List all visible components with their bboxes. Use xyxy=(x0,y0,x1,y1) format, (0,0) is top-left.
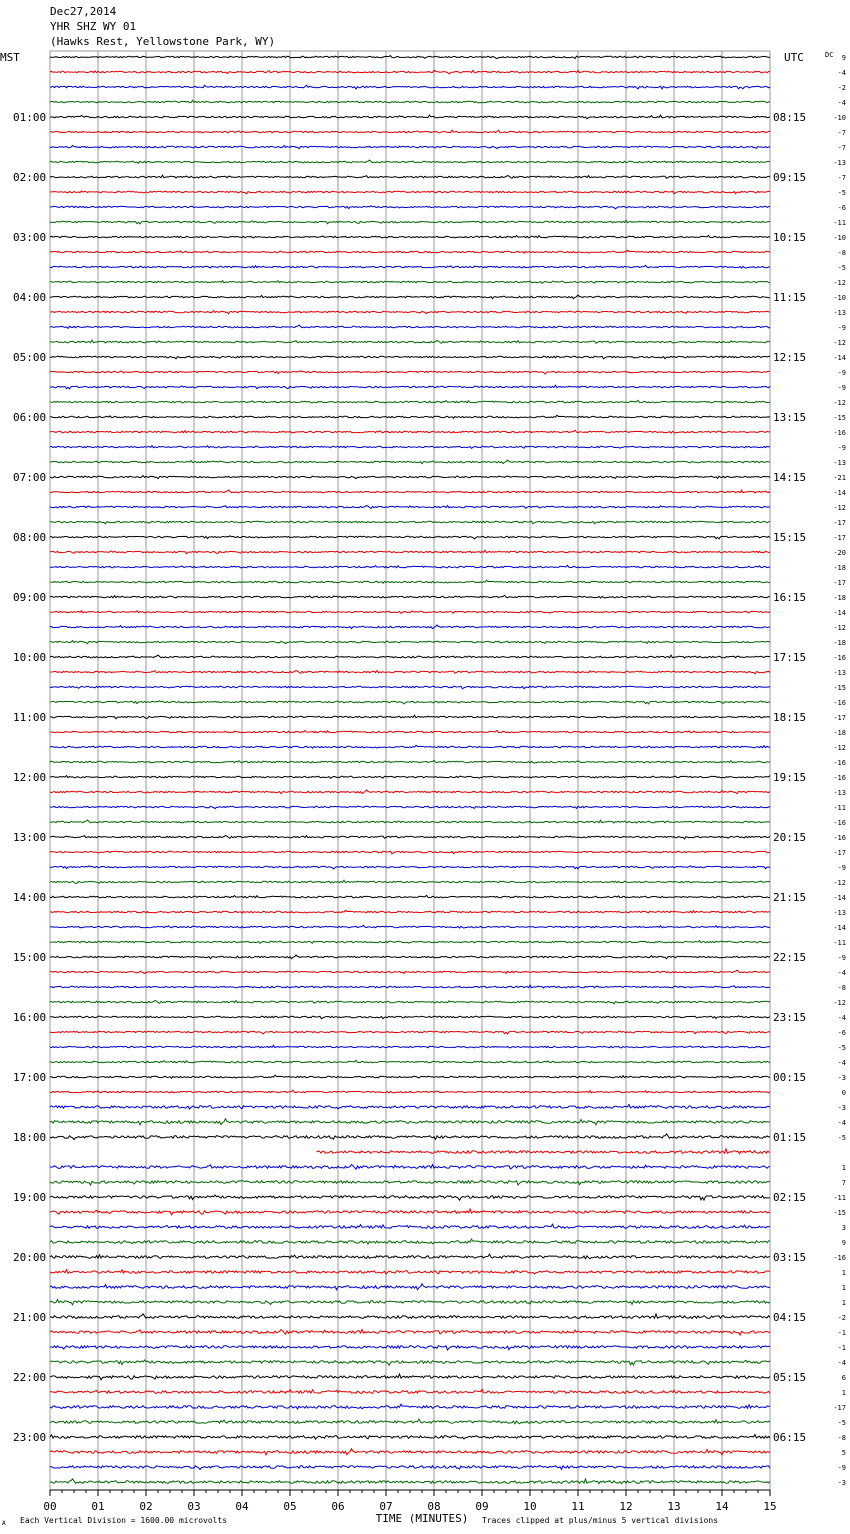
dc-header-label: DC xyxy=(825,51,834,59)
trace-line xyxy=(50,1119,770,1125)
dc-offset-label: -15 xyxy=(833,1209,846,1217)
left-hour-label: 13:00 xyxy=(13,831,47,844)
trace-line xyxy=(50,895,770,898)
trace-line xyxy=(50,670,770,673)
trace-line xyxy=(50,475,770,478)
chart-location: (Hawks Rest, Yellowstone Park, WY) xyxy=(50,35,276,48)
dc-offset-label: -13 xyxy=(833,309,846,317)
dc-offset-label: -11 xyxy=(833,219,846,227)
trace-line xyxy=(50,790,770,794)
x-axis-title: TIME (MINUTES) xyxy=(375,1512,469,1525)
dc-offset-label: -17 xyxy=(833,534,846,542)
trace-line xyxy=(50,1284,770,1290)
right-hour-label: 23:15 xyxy=(773,1011,807,1024)
trace-line xyxy=(50,1075,770,1078)
dc-offset-label: -15 xyxy=(833,414,846,422)
dc-offset-label: -16 xyxy=(833,819,846,827)
dc-offset-label: -17 xyxy=(833,1404,846,1412)
trace-line xyxy=(50,820,770,823)
trace-line xyxy=(50,85,770,89)
trace-line xyxy=(50,371,770,374)
trace-line xyxy=(50,1000,770,1003)
dc-offset-label: -18 xyxy=(833,729,846,737)
left-hour-label: 19:00 xyxy=(13,1191,47,1204)
x-tick-label: 03 xyxy=(187,1500,201,1513)
dc-offset-label: -16 xyxy=(833,699,846,707)
dc-offset-label: -7 xyxy=(837,129,846,137)
trace-line xyxy=(50,1435,770,1440)
dc-offset-label: -2 xyxy=(837,1314,846,1322)
dc-offset-label: -14 xyxy=(833,924,846,932)
trace-line xyxy=(50,206,770,209)
trace-line xyxy=(50,505,770,508)
trace-line xyxy=(50,265,770,268)
left-hour-label: 03:00 xyxy=(13,231,47,244)
right-hour-label: 03:15 xyxy=(773,1251,807,1264)
trace-line xyxy=(50,565,770,568)
trace-line xyxy=(50,1105,770,1110)
dc-offset-label: -18 xyxy=(833,564,846,572)
dc-offset-label: -16 xyxy=(833,654,846,662)
dc-offset-label: -14 xyxy=(833,489,846,497)
left-hour-label: 05:00 xyxy=(13,351,47,364)
dc-offset-label: -4 xyxy=(837,69,846,77)
left-hour-label: 07:00 xyxy=(13,471,47,484)
dc-offset-label: -4 xyxy=(837,1359,846,1367)
dc-offset-label: -7 xyxy=(837,144,846,152)
left-hour-label: 12:00 xyxy=(13,771,47,784)
trace-line xyxy=(50,340,770,343)
trace-line xyxy=(50,295,770,299)
dc-offset-label: -4 xyxy=(837,99,846,107)
x-tick-label: 15 xyxy=(763,1500,777,1513)
right-hour-label: 06:15 xyxy=(773,1431,807,1444)
trace-line xyxy=(50,910,770,913)
dc-offset-label: 9 xyxy=(841,1239,846,1247)
x-tick-label: 01 xyxy=(91,1500,105,1513)
dc-offset-label: 1 xyxy=(841,1269,846,1277)
dc-offset-label: -13 xyxy=(833,459,846,467)
dc-offset-label: -16 xyxy=(833,1254,846,1262)
trace-line xyxy=(50,955,770,959)
trace-line xyxy=(50,806,770,808)
trace-line xyxy=(50,625,770,629)
right-hour-label: 12:15 xyxy=(773,351,807,364)
left-hour-label: 17:00 xyxy=(13,1071,47,1084)
dc-offset-label: -12 xyxy=(833,339,846,347)
dc-offset-label: -18 xyxy=(833,594,846,602)
scale-note: Each Vertical Division = 1600.00 microvolts xyxy=(20,1516,228,1525)
trace-line xyxy=(50,1031,770,1034)
trace-line xyxy=(50,1181,770,1185)
trace-line xyxy=(50,640,770,643)
dc-offset-label: -8 xyxy=(837,1434,846,1442)
trace-line xyxy=(50,446,770,449)
left-hour-label: 14:00 xyxy=(13,891,47,904)
left-hour-label: 20:00 xyxy=(13,1251,47,1264)
dc-offset-label: -5 xyxy=(837,189,846,197)
trace-line xyxy=(50,100,770,103)
trace-line xyxy=(50,191,770,194)
trace-line xyxy=(50,970,770,974)
trace-line xyxy=(50,1466,770,1470)
right-hour-label: 20:15 xyxy=(773,831,807,844)
trace-line xyxy=(50,1090,770,1093)
dc-offset-label: 1 xyxy=(841,1299,846,1307)
x-tick-label: 13 xyxy=(667,1500,681,1513)
trace-line xyxy=(50,220,770,224)
x-tick-label: 05 xyxy=(283,1500,297,1513)
right-hour-label: 09:15 xyxy=(773,171,807,184)
dc-offset-label: -12 xyxy=(833,279,846,287)
left-hour-label: 06:00 xyxy=(13,411,47,424)
dc-offset-label: -4 xyxy=(837,1119,846,1127)
x-tick-label: 11 xyxy=(571,1500,585,1513)
left-hour-label: 09:00 xyxy=(13,591,47,604)
corner-mark: A xyxy=(2,1520,6,1527)
right-hour-label: 01:15 xyxy=(773,1131,807,1144)
dc-offset-label: -14 xyxy=(833,609,846,617)
trace-line xyxy=(50,1419,770,1424)
trace-line xyxy=(50,130,770,133)
dc-offset-label: -1 xyxy=(837,1329,846,1337)
trace-line xyxy=(50,460,770,464)
right-hour-label: 02:15 xyxy=(773,1191,807,1204)
right-hour-label: 14:15 xyxy=(773,471,807,484)
left-hour-label: 15:00 xyxy=(13,951,47,964)
left-timezone-label: MST xyxy=(0,51,20,64)
dc-offset-label: -6 xyxy=(837,204,846,212)
dc-offset-label: -11 xyxy=(833,939,846,947)
right-hour-label: 11:15 xyxy=(773,291,807,304)
trace-lines xyxy=(50,56,770,1484)
trace-line xyxy=(50,1329,770,1335)
trace-line xyxy=(50,235,770,238)
trace-line xyxy=(50,310,770,313)
left-hour-label: 10:00 xyxy=(13,651,47,664)
dc-offset-label: -17 xyxy=(833,849,846,857)
dc-offset-label: -7 xyxy=(837,174,846,182)
trace-line xyxy=(50,1164,770,1169)
right-hour-label: 21:15 xyxy=(773,891,807,904)
trace-line xyxy=(50,1016,770,1019)
dc-offset-label: -17 xyxy=(833,579,846,587)
dc-offset-label: -13 xyxy=(833,159,846,167)
dc-offset-label: -16 xyxy=(833,774,846,782)
left-hour-label: 22:00 xyxy=(13,1371,47,1384)
dc-offset-label: -12 xyxy=(833,624,846,632)
trace-line xyxy=(50,730,770,733)
right-hour-label: 18:15 xyxy=(773,711,807,724)
dc-offset-label: -10 xyxy=(833,114,846,122)
trace-line xyxy=(50,611,770,614)
trace-line xyxy=(50,1404,770,1409)
trace-line xyxy=(50,775,770,778)
trace-line xyxy=(50,1209,770,1215)
dc-offset-labels xyxy=(833,54,846,1487)
dc-offset-label: -20 xyxy=(833,549,846,557)
dc-offset-label: -3 xyxy=(837,1479,846,1487)
trace-line xyxy=(50,325,770,328)
trace-line xyxy=(50,595,770,598)
right-hour-label: 22:15 xyxy=(773,951,807,964)
trace-line xyxy=(50,356,770,359)
dc-offset-label: -13 xyxy=(833,909,846,917)
left-hour-label: 08:00 xyxy=(13,531,47,544)
dc-offset-label: -14 xyxy=(833,894,846,902)
trace-line xyxy=(50,1254,770,1259)
trace-line xyxy=(50,1224,770,1228)
left-hour-label: 23:00 xyxy=(13,1431,47,1444)
dc-offset-label: -16 xyxy=(833,429,846,437)
dc-offset-label: -5 xyxy=(837,264,846,272)
dc-offset-label: -9 xyxy=(837,324,846,332)
trace-line xyxy=(50,400,770,403)
left-hour-label: 02:00 xyxy=(13,171,47,184)
trace-line xyxy=(50,866,770,869)
dc-offset-label: -8 xyxy=(837,984,846,992)
dc-offset-label: 1 xyxy=(841,1389,846,1397)
trace-line xyxy=(50,415,770,418)
trace-line xyxy=(50,175,770,178)
dc-offset-label: -3 xyxy=(837,1104,846,1112)
dc-offset-label: -13 xyxy=(833,669,846,677)
trace-line xyxy=(50,1346,770,1350)
trace-line xyxy=(50,430,770,433)
trace-line xyxy=(50,521,770,524)
dc-offset-label: -17 xyxy=(833,519,846,527)
dc-offset-label: -11 xyxy=(833,804,846,812)
right-hour-label: 04:15 xyxy=(773,1311,807,1324)
right-hour-label: 16:15 xyxy=(773,591,807,604)
dc-offset-label: 1 xyxy=(841,1284,846,1292)
trace-line xyxy=(50,385,770,389)
left-hour-label: 21:00 xyxy=(13,1311,47,1324)
dc-offset-label: -16 xyxy=(833,834,846,842)
trace-line xyxy=(50,550,770,554)
dc-offset-label: 9 xyxy=(841,54,846,62)
dc-offset-label: -5 xyxy=(837,1044,846,1052)
trace-line xyxy=(50,851,770,854)
dc-offset-label: 3 xyxy=(841,1224,846,1232)
dc-offset-label: -21 xyxy=(833,474,846,482)
x-tick-label: 08 xyxy=(427,1500,441,1513)
x-tick-label: 07 xyxy=(379,1500,393,1513)
dc-offset-label: 7 xyxy=(841,1179,846,1187)
trace-line xyxy=(316,1149,769,1154)
dc-offset-label: -5 xyxy=(837,1419,846,1427)
dc-offset-label: -10 xyxy=(833,234,846,242)
trace-line xyxy=(50,655,770,658)
dc-offset-label: 5 xyxy=(841,1449,846,1457)
trace-line xyxy=(50,745,770,748)
clip-note: Traces clipped at plus/minus 5 vertical divisions xyxy=(482,1516,719,1525)
dc-offset-label: -18 xyxy=(833,639,846,647)
trace-line xyxy=(50,1270,770,1274)
x-tick-label: 00 xyxy=(43,1500,57,1513)
dc-offset-label: -9 xyxy=(837,954,846,962)
dc-offset-label: -15 xyxy=(833,684,846,692)
x-tick-label: 06 xyxy=(331,1500,345,1513)
dc-offset-label: -2 xyxy=(837,84,846,92)
right-hour-label: 05:15 xyxy=(773,1371,807,1384)
trace-line xyxy=(50,1300,770,1305)
right-timezone-label: UTC xyxy=(784,51,804,64)
trace-line xyxy=(50,490,770,493)
dc-offset-label: -12 xyxy=(833,999,846,1007)
trace-line xyxy=(50,760,770,763)
left-hour-label: 18:00 xyxy=(13,1131,47,1144)
dc-offset-label: -1 xyxy=(837,1344,846,1352)
dc-offset-label: -3 xyxy=(837,1074,846,1082)
dc-offset-label: -4 xyxy=(837,1059,846,1067)
right-hour-label: 19:15 xyxy=(773,771,807,784)
trace-line xyxy=(50,1360,770,1365)
dc-offset-label: -14 xyxy=(833,354,846,362)
left-hour-label: 04:00 xyxy=(13,291,47,304)
dc-offset-label: -11 xyxy=(833,1194,846,1202)
trace-line xyxy=(50,145,770,148)
dc-offset-label: -10 xyxy=(833,294,846,302)
dc-offset-label: 6 xyxy=(841,1374,846,1382)
trace-line xyxy=(50,715,770,719)
trace-line xyxy=(50,835,770,838)
trace-line xyxy=(50,1389,770,1393)
x-tick-label: 10 xyxy=(523,1500,537,1513)
time-axis xyxy=(43,1490,776,1513)
trace-line xyxy=(50,1449,770,1455)
dc-offset-label: -12 xyxy=(833,879,846,887)
dc-offset-label: -12 xyxy=(833,399,846,407)
left-hour-label: 11:00 xyxy=(13,711,47,724)
x-tick-label: 02 xyxy=(139,1500,153,1513)
right-hour-label: 10:15 xyxy=(773,231,807,244)
trace-line xyxy=(50,1060,770,1063)
chart-station: YHR SHZ WY 01 xyxy=(50,20,137,33)
trace-line xyxy=(50,536,770,539)
trace-line xyxy=(50,1045,770,1048)
x-tick-label: 12 xyxy=(619,1500,633,1513)
trace-line xyxy=(50,56,770,59)
dc-offset-label: -4 xyxy=(837,1014,846,1022)
dc-offset-label: 0 xyxy=(841,1089,846,1097)
x-tick-label: 14 xyxy=(715,1500,729,1513)
trace-line xyxy=(50,250,770,253)
trace-line xyxy=(50,686,770,689)
dc-offset-label: 1 xyxy=(841,1164,846,1172)
trace-line xyxy=(50,70,770,74)
trace-line xyxy=(50,985,770,988)
trace-line xyxy=(50,1134,770,1140)
dc-offset-label: -16 xyxy=(833,759,846,767)
right-hour-label: 13:15 xyxy=(773,411,807,424)
trace-line xyxy=(50,1314,770,1319)
dc-offset-label: -12 xyxy=(833,744,846,752)
dc-offset-label: -9 xyxy=(837,864,846,872)
dc-offset-label: -4 xyxy=(837,969,846,977)
trace-line xyxy=(50,880,770,883)
chart-date: Dec27,2014 xyxy=(50,5,117,18)
trace-line xyxy=(50,701,770,704)
dc-offset-label: -5 xyxy=(837,1134,846,1142)
trace-line xyxy=(50,281,770,284)
trace-line xyxy=(50,115,770,119)
trace-line xyxy=(50,1479,770,1484)
left-hour-label: 01:00 xyxy=(13,111,47,124)
right-hour-label: 15:15 xyxy=(773,531,807,544)
trace-line xyxy=(50,1239,770,1244)
dc-offset-label: -17 xyxy=(833,714,846,722)
trace-line xyxy=(50,1374,770,1380)
dc-offset-label: -9 xyxy=(837,369,846,377)
trace-line xyxy=(50,1195,770,1200)
x-tick-label: 09 xyxy=(475,1500,489,1513)
dc-offset-label: -9 xyxy=(837,384,846,392)
trace-line xyxy=(50,925,770,928)
right-hour-label: 00:15 xyxy=(773,1071,807,1084)
trace-line xyxy=(50,580,770,583)
dc-offset-label: -9 xyxy=(837,444,846,452)
dc-offset-label: -9 xyxy=(837,1464,846,1472)
left-hour-label: 16:00 xyxy=(13,1011,47,1024)
x-tick-label: 04 xyxy=(235,1500,249,1513)
right-hour-label: 08:15 xyxy=(773,111,807,124)
dc-offset-label: -12 xyxy=(833,504,846,512)
right-hour-label: 17:15 xyxy=(773,651,807,664)
dc-offset-label: -13 xyxy=(833,789,846,797)
trace-line xyxy=(50,940,770,943)
dc-offset-label: -8 xyxy=(837,249,846,257)
dc-offset-label: -6 xyxy=(837,1029,846,1037)
trace-line xyxy=(50,160,770,163)
